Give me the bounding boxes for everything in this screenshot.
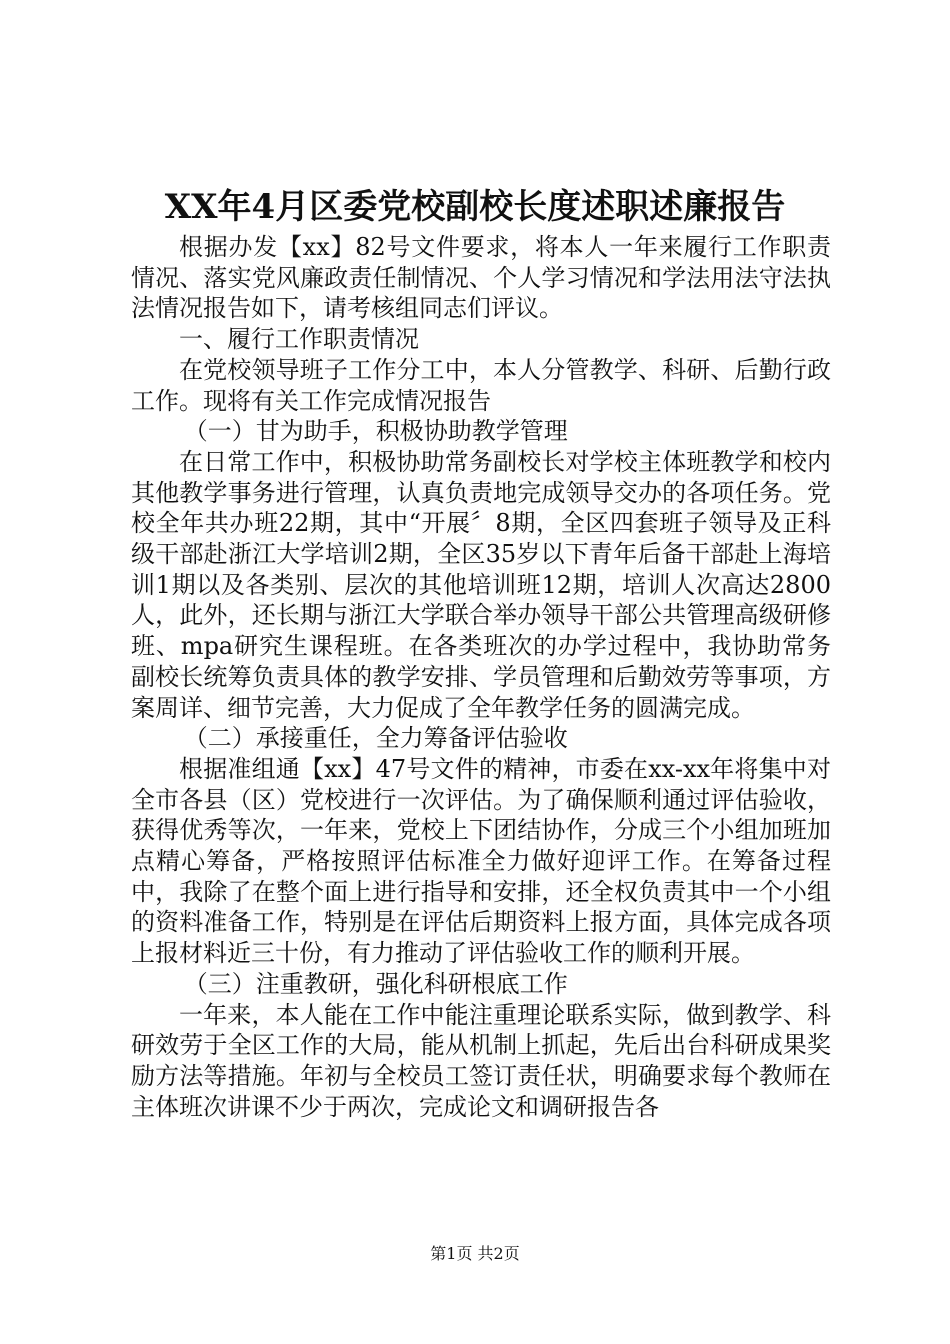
intro-paragraph: 根据办发【xx】82号文件要求，将本人一年来履行工作职责情况、落实党风廉政责任制情况、个人学习情况和学法用法守法执法情况报告如下，请考核组同志们评议。 (131, 233, 831, 323)
subsection-heading-3: （三）注重教研，强化科研根底工作 (183, 969, 568, 998)
page-number-footer: 第1页 共2页 (430, 1244, 520, 1263)
subsection-heading-1: （一）甘为助手，积极协助教学管理 (183, 417, 568, 446)
subsection-1-paragraph: 在日常工作中，积极协助常务副校长对学校主体班教学和校内其他教学事务进行管理，认真负责地完成领导交办的各项任务。党校全年共办班22期，其中“开展〞8期，全区四套班子领导及正科级干部赴浙江大学培训2期，全区35岁以下青年后备干部赴上海培训1期以及各类别、层次的其他培训班12期，培训人次高达2800人，此外，还长期与浙江大学联合举办领导干部公共管理高级研修班、mpa研究生课程班。在各类班次的办学过程中，我协助常务副校长统筹负责具体的教学安排、学员管理和后勤效劳等事项，方案周详、细节完善，大力促成了全年教学任务的圆满完成。 (131, 447, 831, 722)
section-1-intro-paragraph: 在党校领导班子工作分工中，本人分管教学、科研、后勤行政工作。现将有关工作完成情况报告 (131, 355, 831, 415)
subsection-3-paragraph: 一年来，本人能在工作中能注重理论联系实际，做到教学、科研效劳于全区工作的大局，能从机制上抓起，先后出台科研成果奖励方法等措施。年初与全校员工签订责任状，明确要求每个教师在主体班次讲课不少于两次，完成论文和调研报告各 (131, 1000, 831, 1121)
document-body (131, 232, 831, 1122)
subsection-heading-2: （二）承接重任，全力筹备评估验收 (183, 724, 568, 753)
subsection-2-paragraph: 根据准组通【xx】47号文件的精神，市委在xx-xx年将集中对全市各县（区）党校进行一次评估。为了确保顺利通过评估验收，获得优秀等次，一年来，党校上下团结协作，分成三个小组加班加点精心筹备，严格按照评估标准全力做好迎评工作。在筹备过程中，我除了在整个面上进行指导和安排，还全权负责其中一个小组的资料准备工作，特别是在评估后期资料上报方面，具体完成各项上报材料近三十份，有力推动了评估验收工作的顺利开展。 (131, 754, 831, 968)
document-title: XX年4月区委党校副校长度述职述廉报告 (164, 187, 786, 227)
section-heading-1: 一、履行工作职责情况 (179, 325, 419, 354)
